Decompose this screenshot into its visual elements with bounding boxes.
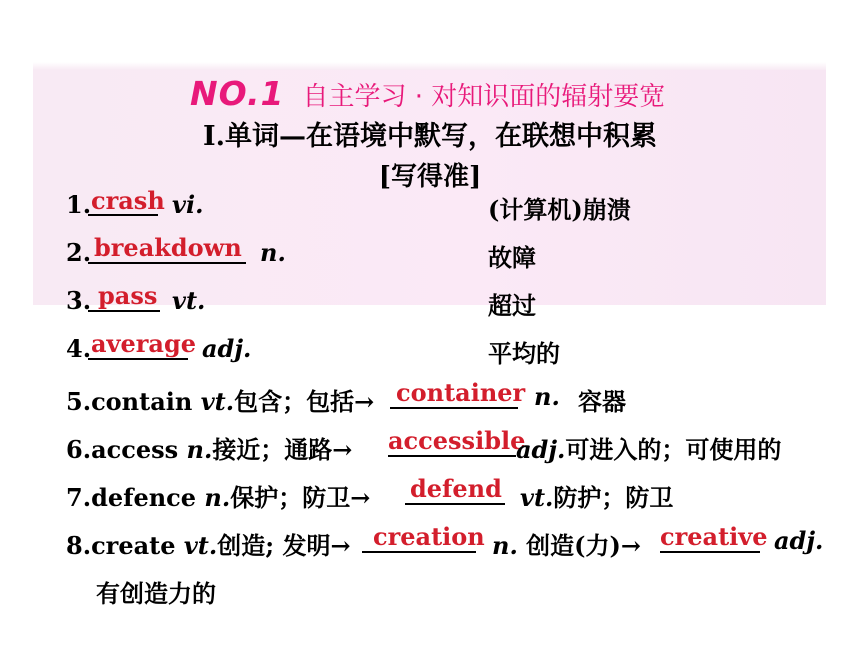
- answer-text-2: creative: [660, 522, 768, 551]
- base-word-pos: n.: [186, 435, 213, 464]
- item-line: [66, 526, 351, 561]
- answer-text: average: [91, 329, 197, 358]
- page-header: [190, 74, 666, 113]
- base-word-meaning: 包含；包括→: [234, 387, 375, 416]
- meaning-line: [516, 430, 781, 465]
- answer-blank: [405, 503, 505, 505]
- base-word: create: [91, 531, 176, 560]
- base-word-meaning: 创造; 发明→: [217, 531, 351, 560]
- item-number: 7.: [66, 483, 92, 512]
- meaning: 可进入的；可使用的: [565, 435, 782, 464]
- answer-text: pass: [98, 281, 158, 310]
- base-word-meaning: 保护；防卫→: [230, 483, 371, 512]
- answer-text: defend: [410, 474, 502, 503]
- header-title: 自主学习 · 对知识面的辐射要宽: [302, 82, 666, 112]
- item-line: [66, 478, 370, 513]
- answer-blank: [88, 358, 188, 360]
- no-badge: NO.1: [190, 74, 285, 113]
- answer-text: crash: [91, 186, 165, 215]
- answer-blank: [88, 310, 160, 312]
- base-word: defence: [91, 483, 197, 512]
- meaning: 防护；防卫: [553, 483, 674, 512]
- answer-blank: [390, 407, 518, 409]
- answer-blank: [388, 455, 516, 457]
- base-word: access: [91, 435, 179, 464]
- answer-blank: [88, 262, 246, 264]
- part-of-speech: vt.: [172, 286, 206, 315]
- answer-text: creation: [373, 522, 485, 551]
- answer-text: accessible: [388, 426, 526, 455]
- base-word-pos: n.: [204, 483, 231, 512]
- item-number: 1.: [66, 190, 92, 219]
- section-title: Ⅰ.单词—在语境中默写，在联想中积累: [202, 121, 658, 152]
- meaning-line: [520, 478, 673, 513]
- item-number: 4.: [66, 334, 92, 363]
- part-of-speech: vi.: [172, 190, 204, 219]
- part-of-speech: n.: [492, 531, 518, 560]
- item-line: [66, 382, 374, 417]
- item-number: 3.: [66, 286, 92, 315]
- meaning-2: 有创造力的: [96, 579, 216, 608]
- item-number: 8.: [66, 531, 92, 560]
- answer-text: container: [396, 378, 526, 407]
- part-of-speech: adj.: [202, 334, 252, 363]
- answer-blank-2: [660, 551, 760, 553]
- base-word-pos: vt.: [200, 387, 235, 416]
- part-of-speech: n.: [260, 238, 286, 267]
- meaning: 平均的: [488, 339, 560, 368]
- part-of-speech: n.: [534, 382, 560, 411]
- part-of-speech: adj.: [516, 435, 566, 464]
- meaning: (计算机)崩溃: [488, 195, 631, 224]
- base-word-pos: vt.: [183, 531, 218, 560]
- answer-text: breakdown: [94, 233, 242, 262]
- base-word: contain: [91, 387, 193, 416]
- answer-blank: [362, 551, 476, 553]
- item-line: [66, 430, 352, 465]
- meaning: 创造(力)→: [526, 531, 641, 560]
- meaning: 故障: [488, 243, 536, 272]
- part-of-speech-2: adj.: [774, 526, 824, 555]
- item-number: 6.: [66, 435, 92, 464]
- part-of-speech: vt.: [520, 483, 554, 512]
- meaning-line: [492, 526, 641, 561]
- item-number: 5.: [66, 387, 92, 416]
- subtitle: [写得准]: [378, 162, 482, 192]
- item-number: 2.: [66, 238, 92, 267]
- meaning: 超过: [488, 291, 536, 320]
- base-word-meaning: 接近；通路→: [212, 435, 353, 464]
- meaning: 容器: [578, 387, 626, 416]
